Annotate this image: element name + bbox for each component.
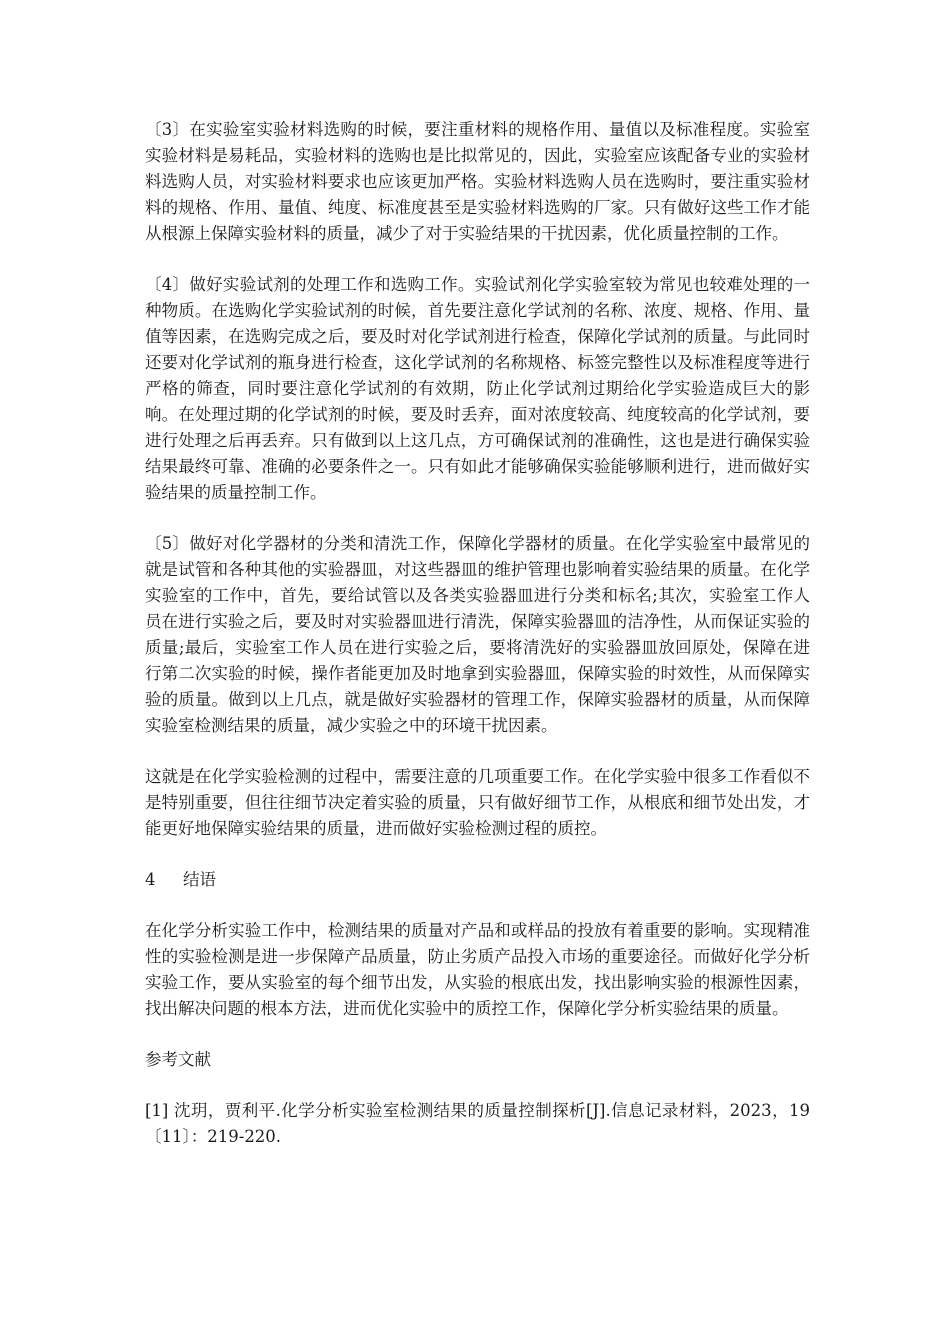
conclusion-paragraph: 在化学分析实验工作中，检测结果的质量对产品和或样品的投放有着重要的影响。实现精准性的实验检测是进一步保障产品质量，防止劣质产品投入市场的重要途径。而做好化学分析实验工作，要从实验室的每个细节出发，从实验的根底出发，找出影响实验的根源性因素，找出解决问题的根本方法，进而优化实验中的质控工作，保障化学分析实验结果的质量。	[145, 921, 810, 1018]
reference-item: [1] 沈玥，贾利平.化学分析实验室检测结果的质量控制探析[J].信息记录材料，2023，19〔11〕：219-220.	[145, 1101, 810, 1146]
references-heading: 参考文献	[145, 1050, 211, 1069]
paragraph-item-4: 〔4〕做好实验试剂的处理工作和选购工作。实验试剂化学实验室较为常见也较难处理的一种物质。在选购化学实验试剂的时候，首先要注意化学试剂的名称、浓度、规格、作用、量值等因素，在选购完成之后，要及时对化学试剂进行检查，保障化学试剂的质量。与此同时还要对化学试剂的瓶身进行检查，这化学试剂的名称规格、标签完整性以及标准程度等进行严格的筛查，同时要注意化学试剂的有效期，防止化学试剂过期给化学实验造成巨大的影响。在处理过期的化学试剂的时候，要及时丢弃，面对浓度较高、纯度较高的化学试剂，要进行处理之后再丢弃。只有做到以上这几点，方可确保试剂的准确性，这也是进行确保实验结果最终可靠、准确的必要条件之一。只有如此才能够确保实验能够顺利进行，进而做好实验结果的质量控制工作。	[145, 275, 810, 502]
paragraph-item-5: 〔5〕做好对化学器材的分类和清洗工作，保障化学器材的质量。在化学实验室中最常见的就是试管和各种其他的实验器皿，对这些器皿的维护管理也影响着实验结果的质量。在化学实验室的工作中，首先，要给试管以及各类实验器皿进行分类和标名;其次，实验室工作人员在进行实验之后，要及时对实验器皿进行清洗，保障实验器皿的洁净性，从而保证实验的质量;最后，实验室工作人员在进行实验之后，要将清洗好的实验器皿放回原处，保障在进行第二次实验的时候，操作者能更加及时地拿到实验器皿，保障实验的时效性，从而保障实验的质量。做到以上几点，就是做好实验器材的管理工作，保障实验器材的质量，从而保障实验室检测结果的质量，减少实验之中的环境干扰因素。	[145, 534, 810, 735]
document-page	[145, 117, 810, 1150]
section-title: 结语	[183, 870, 216, 889]
section-number: 4	[145, 870, 156, 889]
section-heading	[145, 867, 810, 893]
paragraph-item-3: 〔3〕在实验室实验材料选购的时候，要注重材料的规格作用、量值以及标准程度。实验室实验材料是易耗品，实验材料的选购也是比拟常见的，因此，实验室应该配备专业的实验材料选购人员，对实验材料要求也应该更加严格。实验材料选购人员在选购时，要注重实验材料的规格、作用、量值、纯度、标准度甚至是实验材料选购的厂家。只有做好这些工作才能从根源上保障实验材料的质量，减少了对于实验结果的干扰因素，优化质量控制的工作。	[145, 120, 810, 243]
summary-paragraph: 这就是在化学实验检测的过程中，需要注意的几项重要工作。在化学实验中很多工作看似不是特别重要，但往往细节决定着实验的质量，只有做好细节工作，从根底和细节处出发，才能更好地保障实验结果的质量，进而做好实验检测过程的质控。	[145, 767, 810, 838]
